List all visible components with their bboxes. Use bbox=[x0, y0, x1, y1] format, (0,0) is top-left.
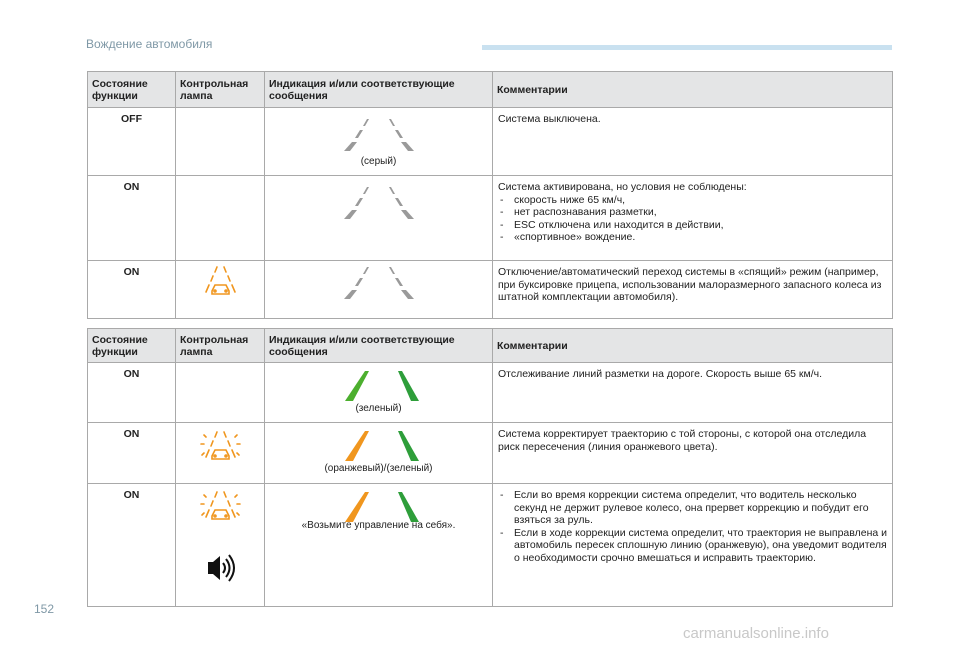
indication-cell bbox=[265, 484, 493, 607]
lamp-cell bbox=[176, 363, 265, 423]
page-number: 152 bbox=[34, 602, 55, 616]
indication-caption: (оранжевый)/(зеленый) bbox=[324, 463, 433, 474]
lane-orange-green-icon bbox=[265, 490, 493, 524]
state-value: ON bbox=[88, 423, 176, 484]
sound-icon bbox=[176, 552, 265, 586]
list-item: - ESC отключена или находится в действии, bbox=[498, 219, 888, 232]
state-value: ON bbox=[88, 484, 176, 607]
lamp-cell bbox=[176, 176, 265, 261]
header-state: Состояние функции bbox=[88, 72, 176, 108]
lane-grey-icon bbox=[265, 116, 493, 156]
list-item: - скорость ниже 65 км/ч, bbox=[498, 194, 888, 207]
header-comments: Комментарии bbox=[493, 72, 893, 108]
indication-caption: (зеленый) bbox=[355, 403, 402, 414]
indication-cell bbox=[265, 176, 493, 261]
table-header-row bbox=[88, 72, 893, 108]
state-value: OFF bbox=[88, 108, 176, 176]
comment-cell bbox=[493, 484, 893, 607]
lamp-cell bbox=[176, 423, 265, 484]
header-indication: Индикация и/или соответствующие сообщения bbox=[265, 72, 493, 108]
list-item: - нет распознавания разметки, bbox=[498, 206, 888, 219]
lane-grey-icon bbox=[265, 264, 493, 304]
comment-text: Система активирована, но условия не соблюдены: bbox=[498, 181, 747, 193]
header-lamp: Контрольная лампа bbox=[176, 72, 265, 108]
comment-list bbox=[498, 194, 888, 244]
indication-caption: (серый) bbox=[360, 156, 397, 167]
indication-cell bbox=[265, 108, 493, 176]
comment-text: Система выключена. bbox=[493, 108, 893, 176]
lamp-cell bbox=[176, 108, 265, 176]
lane-grey-icon bbox=[265, 184, 493, 224]
comment-text: Отключение/автоматический переход системы в «спящий» режим (например, при буксировке прицепа, использовании малоразмерного запасного колеса из штатной комплектации автомобиля). bbox=[493, 261, 893, 319]
table-row bbox=[88, 484, 893, 607]
indication-cell bbox=[265, 423, 493, 484]
header-lamp: Контрольная лампа bbox=[176, 329, 265, 363]
comment-cell bbox=[493, 176, 893, 261]
table-row bbox=[88, 423, 893, 484]
lane-assist-lamp-icon bbox=[176, 486, 265, 536]
state-value: ON bbox=[88, 363, 176, 423]
lamp-cell bbox=[176, 484, 265, 607]
lane-assist-lamp-icon bbox=[176, 426, 265, 476]
list-item: - «спортивное» вождение. bbox=[498, 231, 888, 244]
table-row bbox=[88, 176, 893, 261]
header-state: Состояние функции bbox=[88, 329, 176, 363]
table-row bbox=[88, 261, 893, 319]
lane-assist-lamp-icon bbox=[176, 261, 265, 311]
table-header-row bbox=[88, 329, 893, 363]
table-row bbox=[88, 363, 893, 423]
comment-text: Отслеживание линий разметки на дороге. Скорость выше 65 км/ч. bbox=[493, 363, 893, 423]
page-header-title: Вождение автомобиля bbox=[86, 37, 213, 51]
comment-text: Система корректирует траекторию с той стороны, с которой она отследила риск пересечения (линия оранжевого цвета). bbox=[493, 423, 893, 484]
header-indication: Индикация и/или соответствующие сообщения bbox=[265, 329, 493, 363]
lane-green-icon bbox=[265, 369, 493, 403]
list-item: - Если во время коррекции система определит, что водитель несколько секунд не держит рулевое колесо, она прервет коррекцию и побудит его взяться за руль. bbox=[498, 489, 888, 527]
header-bar bbox=[482, 45, 892, 50]
header-comments: Комментарии bbox=[493, 329, 893, 363]
state-value: ON bbox=[88, 176, 176, 261]
lamp-cell bbox=[176, 261, 265, 319]
state-value: ON bbox=[88, 261, 176, 319]
table-row bbox=[88, 108, 893, 176]
indication-caption: «Возьмите управление на себя». bbox=[301, 520, 456, 531]
status-table-1 bbox=[87, 71, 893, 319]
lane-orange-green-icon bbox=[265, 429, 493, 463]
indication-cell bbox=[265, 363, 493, 423]
comment-list bbox=[498, 489, 888, 564]
indication-cell bbox=[265, 261, 493, 319]
status-table-2 bbox=[87, 328, 893, 607]
list-item: - Если в ходе коррекции система определит, что траектория не выправлена и автомобиль пересек сплошную линию (оранжевую), она уведомит водителя о необходимости срочно вмешаться и исправить траекторию. bbox=[498, 527, 888, 565]
watermark: carmanualsonline.info bbox=[683, 625, 829, 642]
